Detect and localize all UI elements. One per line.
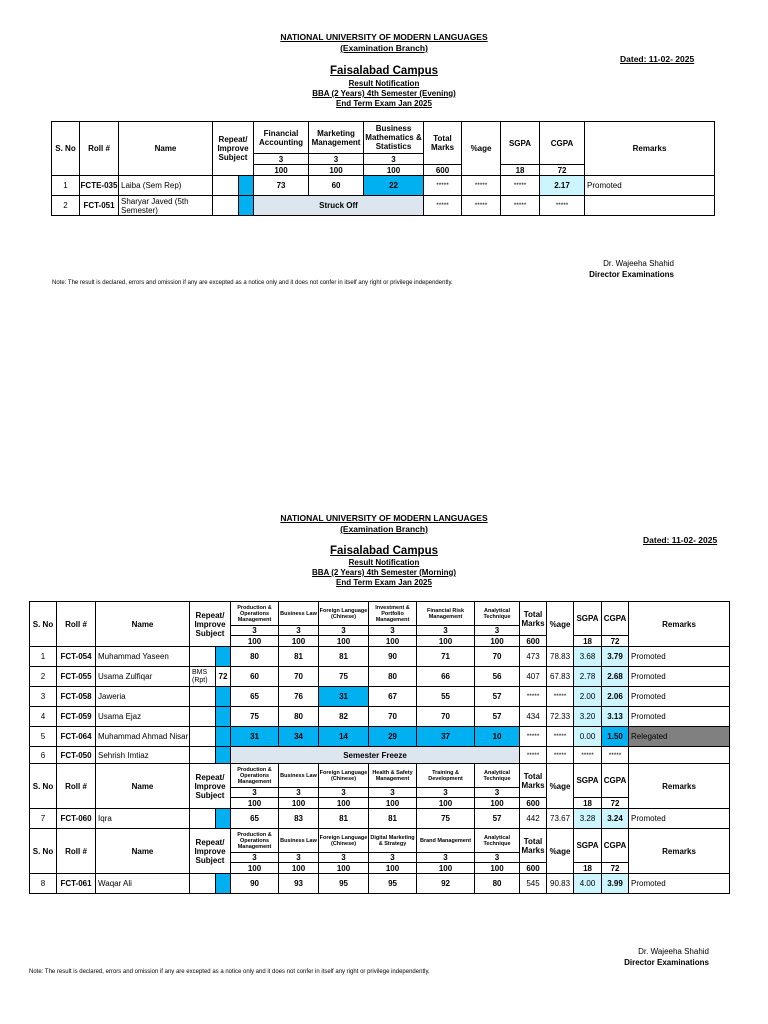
max-marks: 100	[369, 636, 417, 647]
row-cgpa: 3.24	[602, 809, 629, 829]
semester-freeze-status: Semester Freeze	[231, 747, 520, 764]
col-sno: S. No	[30, 829, 57, 874]
col-percent: %age	[547, 602, 574, 647]
col-roll: Roll #	[57, 602, 96, 647]
repeat-subject	[213, 196, 239, 216]
mark-failed: 31	[231, 727, 279, 747]
row-percent: 67.83	[547, 667, 574, 687]
row-total: 407	[520, 667, 547, 687]
mark-failed: 37	[417, 727, 475, 747]
row-percent: 78.83	[547, 647, 574, 667]
row-remarks: Promoted	[629, 874, 730, 894]
dated: Dated: 11-02- 2025	[620, 54, 695, 64]
repeat-subject	[190, 874, 216, 894]
row-roll: FCTE-035	[80, 176, 119, 196]
row-cgpa: 3.99	[602, 874, 629, 894]
col-remarks: Remarks	[629, 764, 730, 809]
row-total: 434	[520, 707, 547, 727]
table-row	[30, 687, 730, 707]
table-row	[52, 176, 715, 196]
row-remarks: Relegated	[629, 727, 730, 747]
row-name: Muhammad Yaseen	[96, 647, 190, 667]
col-subject: Analytical Technique	[475, 764, 520, 788]
row-remarks	[629, 747, 730, 764]
col-percent: %age	[462, 122, 501, 176]
col-sno: S. No	[30, 764, 57, 809]
row-sno: 7	[30, 809, 57, 829]
signatory	[589, 258, 674, 280]
col-roll: Roll #	[57, 829, 96, 874]
credit-hours: 3	[369, 788, 417, 798]
mark: 90	[369, 647, 417, 667]
mark: 95	[369, 874, 417, 894]
repeat-marker	[216, 727, 231, 747]
col-repeat: Repeat/ Improve Subject	[190, 602, 231, 647]
col-subject: Investment & Portfolio Management	[369, 602, 417, 626]
credit-hours: 3	[319, 626, 369, 636]
col-remarks: Remarks	[629, 829, 730, 874]
mark: 76	[279, 687, 319, 707]
col-remarks: Remarks	[629, 602, 730, 647]
credit-hours: 3	[319, 788, 369, 798]
row-name: Laiba (Sem Rep)	[119, 176, 213, 196]
max-marks: 100	[231, 863, 279, 874]
row-cgpa: 2.68	[602, 667, 629, 687]
mark: 80	[279, 707, 319, 727]
row-percent: 72.33	[547, 707, 574, 727]
header-row	[30, 829, 730, 853]
row-cgpa: 3.79	[602, 647, 629, 667]
repeat-subject	[213, 176, 239, 196]
dated: Dated: 11-02- 2025	[643, 535, 718, 545]
table-row	[30, 667, 730, 687]
credit-hours: 3	[364, 154, 424, 165]
col-repeat: Repeat/ Improve Subject	[190, 764, 231, 809]
cgpa-credits: 72	[602, 863, 629, 874]
col-remarks: Remarks	[585, 122, 715, 176]
max-marks: 100	[319, 636, 369, 647]
row-remarks: Promoted	[629, 687, 730, 707]
col-subject: Health & Safety Management	[369, 764, 417, 788]
row-sgpa: 3.68	[574, 647, 602, 667]
col-subject: Digital Marketing & Strategy	[369, 829, 417, 853]
repeat-subject	[190, 707, 216, 727]
mark: 80	[231, 647, 279, 667]
max-marks: 100	[369, 798, 417, 809]
row-total: *****	[520, 687, 547, 707]
table-row	[30, 647, 730, 667]
col-sgpa: SGPA	[574, 829, 602, 863]
row-name: Sehrish Imtiaz	[96, 747, 190, 764]
repeat-marker	[239, 176, 254, 196]
total-max: 600	[424, 165, 462, 176]
row-remarks: Promoted	[585, 176, 715, 196]
header-row	[30, 602, 730, 626]
repeat-marker	[216, 647, 231, 667]
sgpa-credits: 18	[501, 165, 540, 176]
row-name: Usama Zulfiqar	[96, 667, 190, 687]
row-percent: *****	[547, 747, 574, 764]
row-total: *****	[424, 176, 462, 196]
col-percent: %age	[547, 764, 574, 809]
mark: 57	[475, 707, 520, 727]
row-total: 473	[520, 647, 547, 667]
mark: 66	[417, 667, 475, 687]
mark: 81	[319, 647, 369, 667]
mark: 57	[475, 687, 520, 707]
row-cgpa: 1.50	[602, 727, 629, 747]
repeat-marker	[216, 747, 231, 764]
mark: 82	[319, 707, 369, 727]
credit-hours: 3	[319, 853, 369, 863]
mark: 71	[417, 647, 475, 667]
max-marks: 100	[369, 863, 417, 874]
mark: 80	[369, 667, 417, 687]
max-marks: 100	[279, 863, 319, 874]
table-row	[30, 707, 730, 727]
mark-failed: 34	[279, 727, 319, 747]
row-sgpa: 4.00	[574, 874, 602, 894]
row-sgpa: 3.20	[574, 707, 602, 727]
row-total: *****	[520, 747, 547, 764]
mark: 55	[417, 687, 475, 707]
exam-title: End Term Exam Jan 2025	[336, 99, 432, 108]
cgpa-credits: 72	[540, 165, 585, 176]
row-sno: 2	[30, 667, 57, 687]
program-title: BBA (2 Years) 4th Semester (Morning)	[311, 568, 457, 577]
row-roll: FCT-055	[57, 667, 96, 687]
row-name: Iqra	[96, 809, 190, 829]
campus-name: Faisalabad Campus	[329, 65, 438, 77]
repeat-marker	[216, 707, 231, 727]
header-row	[30, 764, 730, 788]
col-name: Name	[119, 122, 213, 176]
row-sgpa: *****	[501, 196, 540, 216]
col-subject: Foreign Language (Chinese)	[319, 829, 369, 853]
table-row	[52, 196, 715, 216]
mark: 70	[417, 707, 475, 727]
col-cgpa: CGPA	[602, 602, 629, 636]
col-subject: Brand Management	[417, 829, 475, 853]
mark: 60	[231, 667, 279, 687]
row-cgpa: 2.06	[602, 687, 629, 707]
mark-failed: 22	[364, 176, 424, 196]
max-marks: 100	[309, 165, 364, 176]
credit-hours: 3	[475, 788, 520, 798]
credit-hours: 3	[279, 626, 319, 636]
max-marks: 100	[279, 798, 319, 809]
signatory-title: Director Examinations	[589, 270, 674, 279]
col-sno: S. No	[52, 122, 80, 176]
col-subject: Analytical Technique	[475, 829, 520, 853]
mark-failed: 14	[319, 727, 369, 747]
col-subject: Financial Accounting	[254, 122, 309, 154]
repeat-marker	[216, 687, 231, 707]
col-total: Total Marks	[520, 602, 547, 636]
row-roll: FCT-064	[57, 727, 96, 747]
col-subject: Training & Development	[417, 764, 475, 788]
mark-failed: 10	[475, 727, 520, 747]
col-subject: Production & Operations Management	[231, 764, 279, 788]
row-sno: 3	[30, 687, 57, 707]
mark: 75	[319, 667, 369, 687]
repeat-subject	[190, 727, 216, 747]
row-sgpa: 2.78	[574, 667, 602, 687]
result-notification: Result Notification	[348, 558, 420, 567]
row-roll: FCT-054	[57, 647, 96, 667]
table-row	[30, 874, 730, 894]
total-max: 600	[520, 863, 547, 874]
credit-hours: 3	[417, 626, 475, 636]
col-sgpa: SGPA	[574, 602, 602, 636]
row-sgpa: *****	[574, 747, 602, 764]
mark: 67	[369, 687, 417, 707]
col-subject: Business Law	[279, 829, 319, 853]
credit-hours: 3	[475, 853, 520, 863]
col-subject: Financial Risk Management	[417, 602, 475, 626]
row-roll: FCT-059	[57, 707, 96, 727]
col-total: Total Marks	[424, 122, 462, 165]
mark: 81	[279, 647, 319, 667]
mark: 92	[417, 874, 475, 894]
repeat-marker	[216, 809, 231, 829]
result-notification: Result Notification	[348, 79, 420, 88]
university-title: NATIONAL UNIVERSITY OF MODERN LANGUAGES	[280, 32, 488, 42]
col-name: Name	[96, 829, 190, 874]
col-repeat: Repeat/ Improve Subject	[213, 122, 254, 176]
mark: 75	[417, 809, 475, 829]
mark: 83	[279, 809, 319, 829]
col-subject: Analytical Technique	[475, 602, 520, 626]
credit-hours: 3	[231, 853, 279, 863]
table-row	[30, 809, 730, 829]
row-percent: 73.67	[547, 809, 574, 829]
max-marks: 100	[254, 165, 309, 176]
row-name: Muhammad Ahmad Nisar	[96, 727, 190, 747]
mark: 65	[231, 687, 279, 707]
program-title: BBA (2 Years) 4th Semester (Evening)	[312, 89, 456, 98]
max-marks: 100	[417, 863, 475, 874]
repeat-subject	[190, 809, 216, 829]
row-sgpa: 2.00	[574, 687, 602, 707]
credit-hours: 3	[279, 853, 319, 863]
col-name: Name	[96, 602, 190, 647]
max-marks: 100	[475, 798, 520, 809]
mark: 81	[369, 809, 417, 829]
col-cgpa: CGPA	[540, 122, 585, 165]
max-marks: 100	[319, 798, 369, 809]
col-subject: Foreign Language (Chinese)	[319, 764, 369, 788]
mark: 95	[319, 874, 369, 894]
mark: 70	[475, 647, 520, 667]
row-remarks: Promoted	[629, 647, 730, 667]
max-marks: 100	[417, 798, 475, 809]
university-title: NATIONAL UNIVERSITY OF MODERN LANGUAGES	[280, 513, 488, 523]
credit-hours: 3	[254, 154, 309, 165]
col-sno: S. No	[30, 602, 57, 647]
mark: 65	[231, 809, 279, 829]
mark: 56	[475, 667, 520, 687]
cgpa-credits: 72	[602, 798, 629, 809]
mark: 81	[319, 809, 369, 829]
header-row	[52, 122, 715, 154]
credit-hours: 3	[369, 626, 417, 636]
repeat-subject: BMS (Rpt)	[190, 667, 216, 687]
credit-hours: 3	[231, 788, 279, 798]
col-subject: Foreign Language (Chinese)	[319, 602, 369, 626]
row-percent: 90.83	[547, 874, 574, 894]
mark: 57	[475, 809, 520, 829]
mark: 80	[475, 874, 520, 894]
signatory-name: Dr. Wajeeha Shahid	[638, 947, 709, 956]
signatory	[624, 946, 709, 968]
row-percent: *****	[547, 727, 574, 747]
col-roll: Roll #	[80, 122, 119, 176]
signatory-name: Dr. Wajeeha Shahid	[603, 259, 674, 268]
max-marks: 100	[475, 636, 520, 647]
max-marks: 100	[417, 636, 475, 647]
mark: 70	[279, 667, 319, 687]
row-cgpa: *****	[540, 196, 585, 216]
row-percent: *****	[462, 196, 501, 216]
credit-hours: 3	[417, 853, 475, 863]
row-total: *****	[520, 727, 547, 747]
max-marks: 100	[231, 636, 279, 647]
row-name: Usama Ejaz	[96, 707, 190, 727]
credit-hours: 3	[279, 788, 319, 798]
struck-off-status: Struck Off	[254, 196, 424, 216]
col-subject: Business Law	[279, 602, 319, 626]
col-name: Name	[96, 764, 190, 809]
row-name: Jaweria	[96, 687, 190, 707]
row-total: *****	[424, 196, 462, 216]
credit-hours: 3	[475, 626, 520, 636]
row-name: Waqar Ali	[96, 874, 190, 894]
repeat-marker	[216, 874, 231, 894]
row-sgpa: 0.00	[574, 727, 602, 747]
mark: 93	[279, 874, 319, 894]
credit-hours: 3	[231, 626, 279, 636]
table-row	[30, 747, 730, 764]
col-percent: %age	[547, 829, 574, 874]
campus-name: Faisalabad Campus	[329, 545, 438, 557]
result-table-evening	[51, 121, 715, 216]
total-max: 600	[520, 798, 547, 809]
col-subject: Business Law	[279, 764, 319, 788]
mark: 73	[254, 176, 309, 196]
col-total: Total Marks	[520, 829, 547, 863]
row-sno: 1	[52, 176, 80, 196]
col-subject: Marketing Management	[309, 122, 364, 154]
mark: 60	[309, 176, 364, 196]
mark-failed: 29	[369, 727, 417, 747]
row-sno: 6	[30, 747, 57, 764]
repeat-subject	[190, 747, 216, 764]
row-sno: 1	[30, 647, 57, 667]
total-max: 600	[520, 636, 547, 647]
disclaimer-note: Note: The result is declared, errors and omission if any are excepted as a notice only and it does not confer in itself any right or privilege independently.	[29, 969, 430, 975]
cgpa-credits: 72	[602, 636, 629, 647]
col-subject: Business Mathematics & Statistics	[364, 122, 424, 154]
row-cgpa: *****	[602, 747, 629, 764]
row-remarks: Promoted	[629, 667, 730, 687]
max-marks: 100	[279, 636, 319, 647]
result-table-morning	[29, 601, 730, 894]
disclaimer-note: Note: The result is declared, errors and omission if any are excepted as a notice only and it does not confer in itself any right or privilege independently.	[52, 280, 453, 286]
col-total: Total Marks	[520, 764, 547, 798]
col-sgpa: SGPA	[574, 764, 602, 798]
credit-hours: 3	[417, 788, 475, 798]
max-marks: 100	[231, 798, 279, 809]
repeat-marker	[239, 196, 254, 216]
table-row	[30, 727, 730, 747]
signatory-title: Director Examinations	[624, 958, 709, 967]
max-marks: 100	[319, 863, 369, 874]
credit-hours: 3	[309, 154, 364, 165]
sgpa-credits: 18	[574, 863, 602, 874]
exam-title: End Term Exam Jan 2025	[336, 578, 432, 587]
row-cgpa: 2.17	[540, 176, 585, 196]
col-subject: Production & Operations Management	[231, 602, 279, 626]
credit-hours: 3	[369, 853, 417, 863]
row-percent: *****	[547, 687, 574, 707]
repeat-subject	[190, 687, 216, 707]
row-remarks: Promoted	[629, 809, 730, 829]
col-cgpa: CGPA	[602, 764, 629, 798]
row-roll: FCT-051	[80, 196, 119, 216]
row-sno: 4	[30, 707, 57, 727]
col-repeat: Repeat/ Improve Subject	[190, 829, 231, 874]
row-roll: FCT-058	[57, 687, 96, 707]
row-roll: FCT-050	[57, 747, 96, 764]
mark: 70	[369, 707, 417, 727]
max-marks: 100	[364, 165, 424, 176]
repeat-marks: 72	[216, 667, 231, 687]
mark: 90	[231, 874, 279, 894]
mark-failed: 31	[319, 687, 369, 707]
max-marks: 100	[475, 863, 520, 874]
exam-branch: (Examination Branch)	[340, 43, 428, 53]
mark: 75	[231, 707, 279, 727]
row-sno: 5	[30, 727, 57, 747]
row-cgpa: 3.13	[602, 707, 629, 727]
row-sgpa: *****	[501, 176, 540, 196]
col-roll: Roll #	[57, 764, 96, 809]
row-sgpa: 3.28	[574, 809, 602, 829]
row-name: Sharyar Javed (5th Semester)	[119, 196, 213, 216]
col-cgpa: CGPA	[602, 829, 629, 863]
row-roll: FCT-060	[57, 809, 96, 829]
row-total: 442	[520, 809, 547, 829]
row-remarks	[585, 196, 715, 216]
repeat-subject	[190, 647, 216, 667]
row-remarks: Promoted	[629, 707, 730, 727]
sgpa-credits: 18	[574, 798, 602, 809]
exam-branch: (Examination Branch)	[340, 524, 428, 534]
row-sno: 8	[30, 874, 57, 894]
row-percent: *****	[462, 176, 501, 196]
col-subject: Production & Operations Management	[231, 829, 279, 853]
row-roll: FCT-061	[57, 874, 96, 894]
row-total: 545	[520, 874, 547, 894]
sgpa-credits: 18	[574, 636, 602, 647]
row-sno: 2	[52, 196, 80, 216]
col-sgpa: SGPA	[501, 122, 540, 165]
